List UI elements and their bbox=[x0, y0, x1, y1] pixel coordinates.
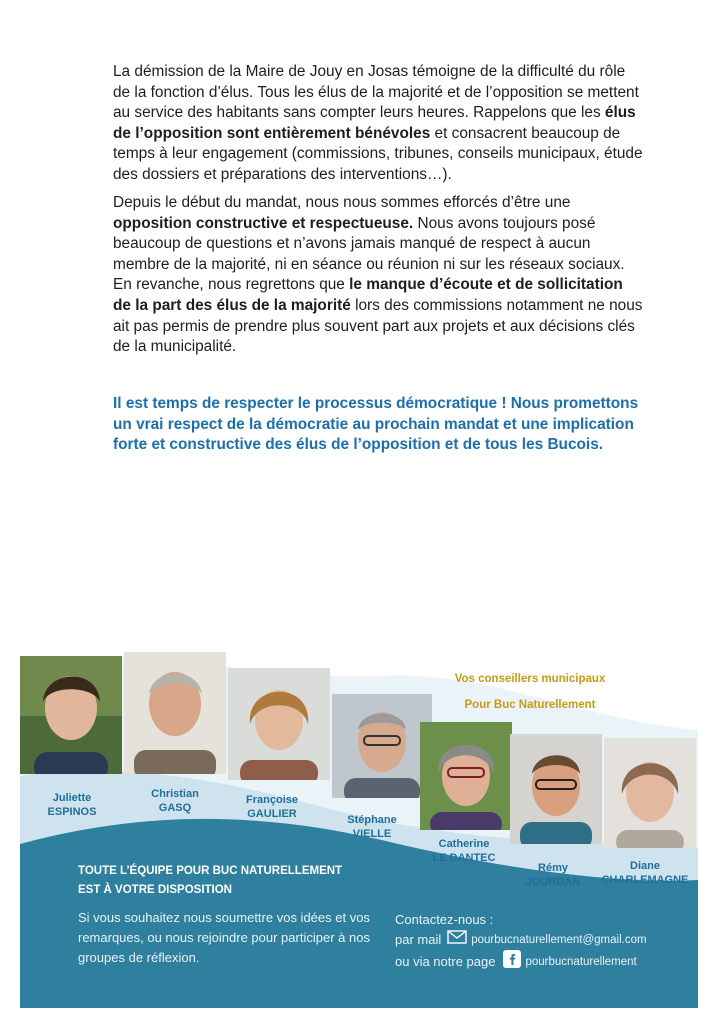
banner-tagline bbox=[420, 666, 640, 718]
member-name: Juliette ESPINOS bbox=[47, 792, 97, 818]
text-run: Depuis le début du mandat, nous nous sommes efforcés d’être une bbox=[113, 194, 571, 211]
photo-juliette-espinos bbox=[20, 656, 122, 774]
team-title: TOUTE L’ÉQUIPE POUR BUC NATURELLEMENT EST À VOTRE DISPOSITION bbox=[78, 865, 343, 896]
call-to-action: Il est temps de respecter le processus démocratique ! Nous promettons un vrai respect de la démocratie au prochain mandat et une implication forte et constructive des élus de l’opposition et de tous les Bucois. bbox=[113, 395, 639, 454]
facebook-icon[interactable] bbox=[503, 950, 521, 974]
tagline-line-1: Vos conseillers municipaux bbox=[454, 673, 606, 685]
intro-paragraph bbox=[113, 62, 643, 186]
member-name: Christian GASQ bbox=[151, 788, 199, 814]
tagline-line-2: Pour Buc Naturellement bbox=[464, 699, 596, 711]
page-label: ou via notre page bbox=[395, 954, 496, 969]
team-invitation-text: Si vous souhaitez nous soumettre vos idées et vos remarques, ou nous rejoindre pour participer à nos groupes de réflexion. bbox=[78, 910, 370, 965]
bold-text-run: le manque d’écoute et de sollicitation de la part des élus de la majorité bbox=[113, 276, 623, 314]
contact-label: Contactez-nous : bbox=[395, 912, 494, 927]
photo-christian-gasq bbox=[124, 652, 226, 774]
mail-label: par mail bbox=[395, 932, 442, 947]
bold-text-run: opposition constructive et respectueuse. bbox=[113, 214, 414, 232]
contact-facebook-row bbox=[395, 950, 695, 974]
opposition-paragraph bbox=[113, 193, 643, 358]
team-banner bbox=[20, 648, 698, 1008]
photo-stephane-vielle bbox=[332, 694, 432, 798]
text-run: lors des commissions notamment ne nous ait pas permis de prendre plus souvent part aux projets et aux décisions clés de la municipalité. bbox=[113, 296, 643, 356]
contact-block bbox=[395, 910, 695, 974]
contact-mail-row bbox=[395, 930, 695, 950]
member-name: Catherine LE DANTEC bbox=[432, 838, 496, 864]
text-run: Nous avons toujours posé beaucoup de questions et n’avons jamais manqué de respect à aucun membre de la majorité, ni en séance ou réunion ni sur les réseaux sociaux. En revanche, nous regrettons que bbox=[113, 214, 625, 294]
photo-remy-jourdan bbox=[510, 734, 602, 844]
bold-text-run: élus de l’opposition sont entièrement bénévoles bbox=[113, 104, 636, 142]
photo-catherine-le-dantec bbox=[420, 722, 512, 830]
member-name: Diane CHARLEMAGNE bbox=[601, 860, 689, 886]
text-run: et consacrent beaucoup de temps à leur engagement (commissions, tribunes, conseils municipaux, étude des dossiers et préparations des interventions…). bbox=[113, 124, 643, 183]
member-name: Rémy JOURDAN bbox=[525, 862, 581, 888]
member-name: Stéphane VIELLE bbox=[347, 814, 397, 840]
mail-icon bbox=[447, 930, 467, 950]
text-run: La démission de la Maire de Jouy en Josas témoigne de la difficulté du rôle de la fonction d’élus. Tous les élus de la majorité et de l’opposition se mettent au service des habitants sans compter leurs heures. Rappelons que les bbox=[113, 63, 639, 122]
photo-diane-charlemagne bbox=[604, 738, 696, 848]
facebook-page-link[interactable]: pourbucnaturellement bbox=[525, 956, 637, 968]
photo-francoise-gaulier bbox=[228, 668, 330, 780]
member-name: Françoise GAULIER bbox=[246, 794, 298, 820]
email-link[interactable]: pourbucnaturellement@gmail.com bbox=[471, 934, 647, 946]
